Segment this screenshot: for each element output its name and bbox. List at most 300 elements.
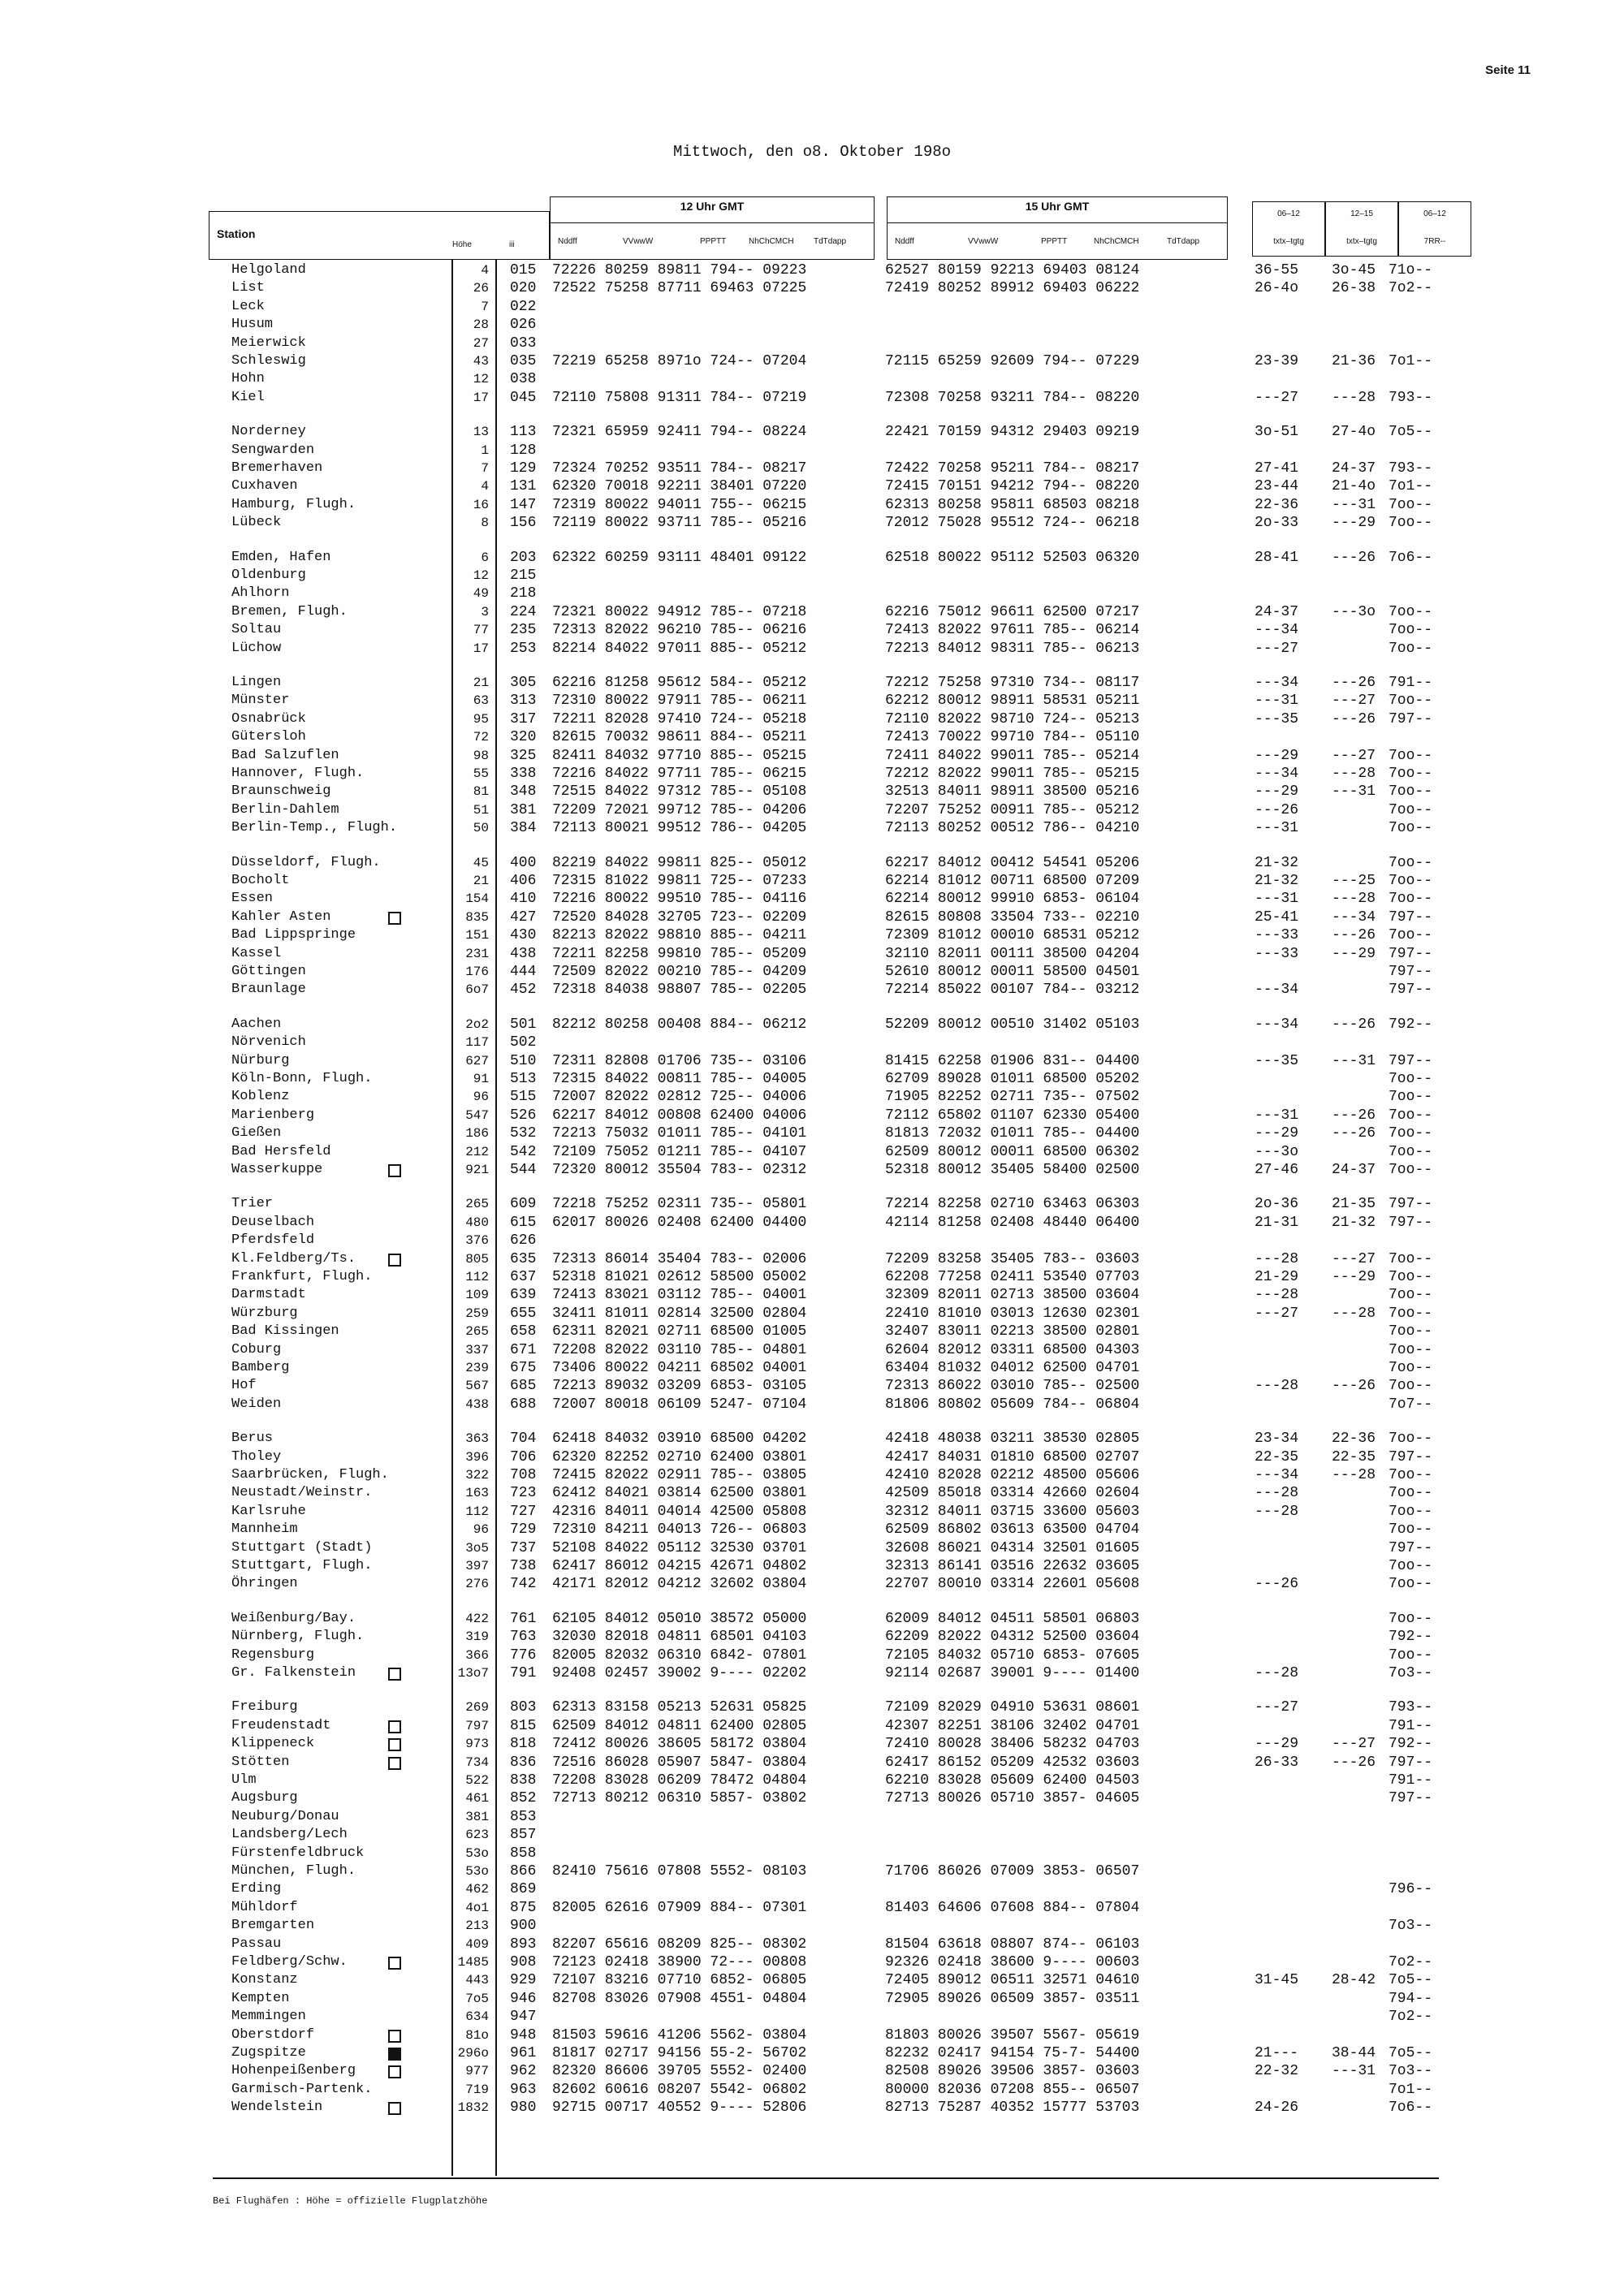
rr-value: 7oo-- [1389, 1089, 1433, 1106]
rr-value: 7oo-- [1389, 1305, 1433, 1322]
obs-12-gmt: 72315 84022 00811 785-- 04005 [552, 1071, 807, 1087]
station-index: 853 [510, 1808, 537, 1825]
station-height: 43 [473, 354, 489, 369]
rr-value: 792-- [1389, 1629, 1433, 1646]
obs-15-gmt: 72905 89026 06509 3857- 03511 [885, 1990, 1140, 2007]
station-height: 239 [465, 1361, 489, 1375]
obs-15-gmt: 72207 75252 00911 785-- 05212 [885, 801, 1140, 818]
obs-12-gmt: 82410 75616 07808 5552- 08103 [552, 1863, 807, 1880]
range-12-15-value: ---28 [1332, 766, 1376, 782]
rr-value: 7oo-- [1389, 1360, 1433, 1376]
station-height: 6o7 [465, 982, 489, 998]
table-row [0, 1396, 1624, 1413]
obs-15-gmt: 81806 80802 05609 784-- 06804 [885, 1396, 1140, 1413]
obs-15-gmt: 62509 86802 03613 63500 04704 [885, 1521, 1140, 1539]
table-row [0, 1557, 1624, 1575]
obs-12-gmt: 32411 81011 02814 32500 02804 [552, 1305, 807, 1322]
table-row [0, 1143, 1624, 1161]
station-index: 658 [510, 1323, 537, 1340]
range-12-15-value: ---29 [1332, 1269, 1376, 1285]
range-06-12-value: 21-32 [1255, 873, 1299, 889]
station-height: 186 [465, 1126, 489, 1142]
rr-value: 797-- [1389, 1052, 1433, 1069]
rr-value: 7oo-- [1389, 873, 1433, 889]
col12-nhch: NhChCMCH [749, 237, 794, 246]
table-row [0, 1034, 1624, 1051]
station-name: Konstanz [231, 1972, 298, 1988]
obs-15-gmt: 72411 84022 99011 785-- 05214 [885, 747, 1140, 764]
obs-12-gmt: 52318 81021 02612 58500 05002 [552, 1269, 807, 1285]
station-name: Gr. Falkenstein [231, 1665, 356, 1681]
obs-15-gmt: 72112 65802 01107 62330 05400 [885, 1107, 1140, 1124]
obs-15-gmt: 32407 83011 02213 38500 02801 [885, 1323, 1140, 1340]
station-index: 325 [510, 747, 537, 764]
rr-value: 7o1-- [1389, 478, 1433, 495]
obs-12-gmt: 72211 82258 99810 785-- 05209 [552, 945, 807, 962]
station-index: 671 [510, 1341, 537, 1358]
station-index: 963 [510, 2081, 537, 2098]
range-12-15-value: 21-36 [1332, 353, 1376, 369]
station-height: 805 [465, 1251, 489, 1267]
station-height: 7 [481, 461, 489, 476]
station-name: Braunschweig [231, 783, 331, 800]
station-index: 980 [510, 2100, 537, 2117]
station-index: 761 [510, 1610, 537, 1627]
table-row [0, 1503, 1624, 1521]
obs-12-gmt: 62412 84021 03814 62500 03801 [552, 1485, 807, 1502]
obs-15-gmt: 81403 64606 07608 884-- 07804 [885, 1899, 1140, 1916]
obs-15-gmt: 72109 82029 04910 53631 08601 [885, 1699, 1140, 1716]
table-row [0, 316, 1624, 334]
range-06-12-value: ---29 [1255, 783, 1299, 801]
station-height: 462 [465, 1882, 489, 1897]
station-name: Aachen [231, 1016, 282, 1032]
range-06-12-value: 23-44 [1255, 478, 1299, 495]
footnote: Bei Flughäfen : Höhe = offizielle Flugplatzhöhe [213, 2195, 488, 2207]
rr-value: 7oo-- [1389, 603, 1433, 620]
obs-15-gmt: 92326 02418 38600 9---- 00603 [885, 1954, 1140, 1970]
range-06-12-value: 24-37 [1255, 603, 1299, 620]
range-06-12-value: 21-31 [1255, 1214, 1299, 1231]
square-icon [388, 1957, 401, 1970]
obs-12-gmt: 72324 70252 93511 784-- 08217 [552, 460, 807, 477]
station-height: 396 [465, 1449, 489, 1465]
station-index: 738 [510, 1558, 537, 1574]
station-height: 381 [465, 1809, 489, 1824]
obs-12-gmt: 72209 72021 99712 785-- 04206 [552, 801, 807, 818]
station-height: 319 [465, 1629, 489, 1645]
station-index: 452 [510, 982, 537, 999]
station-height: 443 [465, 1973, 489, 1988]
station-height: 734 [465, 1754, 489, 1770]
rr-value: 797-- [1389, 945, 1433, 962]
station-index: 637 [510, 1269, 537, 1285]
station-index: 348 [510, 783, 537, 801]
station-name: Düsseldorf, Flugh. [231, 854, 381, 870]
table-row [0, 1250, 1624, 1268]
station-index: 215 [510, 568, 537, 584]
station-index: 045 [510, 389, 537, 406]
range-12-15-value: 24-37 [1332, 1162, 1376, 1178]
rr-value: 792-- [1389, 1016, 1433, 1033]
station-index: 427 [510, 908, 537, 926]
table-row [0, 908, 1624, 926]
header-gmt12: 12 Uhr GMT [680, 200, 745, 213]
obs-15-gmt: 22707 80010 03314 22601 05608 [885, 1576, 1140, 1593]
table-row [0, 621, 1624, 639]
range-06-12-value: ---28 [1255, 1503, 1299, 1520]
station-name: Augsburg [231, 1790, 298, 1806]
table-row [0, 1826, 1624, 1844]
station-name: Gießen [231, 1125, 282, 1142]
range-12-15-value: ---26 [1332, 549, 1376, 566]
range-12-15-value: ---26 [1332, 1125, 1376, 1142]
table-row [0, 1845, 1624, 1862]
obs-15-gmt: 62709 89028 01011 68500 05202 [885, 1071, 1140, 1087]
filled-square-icon [388, 2048, 401, 2061]
station-index: 038 [510, 371, 537, 388]
table-row [0, 854, 1624, 872]
obs-12-gmt: 72123 02418 38900 72--- 00808 [552, 1954, 807, 1970]
station-index: 737 [510, 1539, 537, 1556]
obs-15-gmt: 71706 86026 07009 3853- 06507 [885, 1863, 1140, 1880]
rr-value: 7oo-- [1389, 1071, 1433, 1087]
table-row [0, 423, 1624, 441]
obs-12-gmt: 82708 83026 07908 4551- 04804 [552, 1990, 807, 2007]
table-row [0, 2099, 1624, 2117]
station-name: Würzburg [231, 1305, 298, 1321]
table-row [0, 1698, 1624, 1716]
range-12-15-value: ---31 [1332, 783, 1376, 801]
rr-value: 7oo-- [1389, 1431, 1433, 1448]
rr-value: 7oo-- [1389, 1250, 1433, 1267]
station-name: Oldenburg [231, 568, 306, 583]
station-index: 400 [510, 854, 537, 871]
obs-15-gmt: 42417 84031 01810 68500 02707 [885, 1448, 1140, 1465]
obs-12-gmt: 81503 59616 41206 5562- 03804 [552, 2026, 807, 2044]
station-index: 704 [510, 1431, 537, 1448]
station-name: Regensburg [231, 1646, 315, 1663]
obs-15-gmt: 81803 80026 39507 5567- 05619 [885, 2026, 1140, 2044]
rr-value: 7oo-- [1389, 622, 1433, 639]
range-06-12-value: 2o-33 [1255, 515, 1299, 532]
station-height: 2o2 [465, 1016, 489, 1032]
range-06-12-value: ---33 [1255, 927, 1299, 944]
station-index: 615 [510, 1214, 537, 1231]
range-06-12-sub: txtx–tgtg [1273, 237, 1304, 246]
rr-value: 7o1-- [1389, 353, 1433, 369]
station-name: Cuxhaven [231, 478, 298, 494]
station-index: 948 [510, 2026, 537, 2044]
range-12-15-value: ---28 [1332, 1467, 1376, 1483]
range-06-12-value: 22-35 [1255, 1448, 1299, 1465]
table-row [0, 1971, 1624, 1989]
obs-12-gmt: 42171 82012 04212 32602 03804 [552, 1576, 807, 1593]
table-row [0, 1990, 1624, 2008]
obs-12-gmt: 92408 02457 39002 9---- 02202 [552, 1665, 807, 1681]
station-name: Nürburg [231, 1052, 290, 1068]
station-height: 21 [473, 675, 489, 690]
table-row [0, 1789, 1624, 1807]
station-height: 3o5 [465, 1540, 489, 1556]
station-name: Berlin-Dahlem [231, 801, 339, 818]
obs-12-gmt: 72219 65258 8971o 724-- 07204 [552, 353, 807, 369]
rr-value: 7oo-- [1389, 1269, 1433, 1285]
range-12-15-value: 3o-45 [1332, 262, 1376, 278]
station-name: Bad Salzuflen [231, 747, 339, 763]
range-06-12-value: 27-46 [1255, 1162, 1299, 1178]
range-12-15-value: 38-44 [1332, 2045, 1376, 2061]
rr-value: 797-- [1389, 1790, 1433, 1807]
station-name: Hannover, Flugh. [231, 766, 365, 781]
header-gmt15: 15 Uhr GMT [1025, 200, 1090, 213]
station-name: Ahlhorn [231, 585, 290, 602]
station-height: 835 [465, 909, 489, 925]
range-06-12-value: ---27 [1255, 1699, 1299, 1716]
station-index: 763 [510, 1629, 537, 1646]
range-12-15-value: 22-35 [1332, 1448, 1376, 1465]
obs-12-gmt: 72218 75252 02311 735-- 05801 [552, 1196, 807, 1213]
col15-nhch: NhChCMCH [1094, 237, 1139, 246]
station-height: 212 [465, 1144, 489, 1159]
station-index: 776 [510, 1646, 537, 1664]
rr-value: 7o3-- [1389, 2063, 1433, 2080]
station-height: 265 [465, 1324, 489, 1340]
station-name: Fürstenfeldbruck [231, 1845, 365, 1861]
obs-15-gmt: 72113 80252 00512 786-- 04210 [885, 820, 1140, 837]
table-row [0, 728, 1624, 746]
table-row [0, 442, 1624, 460]
station-height: 13 [473, 425, 489, 440]
obs-12-gmt: 81817 02717 94156 55-2- 56702 [552, 2045, 807, 2061]
station-name: München, Flugh. [231, 1863, 356, 1879]
rr-value: 791-- [1389, 1717, 1433, 1734]
station-name: Köln-Bonn, Flugh. [231, 1071, 373, 1086]
obs-15-gmt: 71905 82252 02711 735-- 07502 [885, 1089, 1140, 1106]
range-12-15-value: ---27 [1332, 693, 1376, 710]
range-12-15-value: ---34 [1332, 908, 1376, 926]
table-row [0, 389, 1624, 407]
station-index: 609 [510, 1196, 537, 1213]
header-station: Station [217, 227, 256, 240]
table-row [0, 460, 1624, 477]
table-row [0, 2026, 1624, 2044]
range-06-12-value: ---35 [1255, 1052, 1299, 1069]
range-12-15-value: ---27 [1332, 1250, 1376, 1267]
station-height: 53o [465, 1864, 489, 1879]
station-index: 626 [510, 1232, 537, 1249]
obs-15-gmt: 72415 70151 94212 794-- 08220 [885, 478, 1140, 495]
rr-value: 7o3-- [1389, 1918, 1433, 1935]
col12-nddff: Nddff [558, 237, 577, 246]
obs-12-gmt: 82411 84032 97710 885-- 05215 [552, 747, 807, 764]
obs-15-gmt: 42418 48038 03211 38530 02805 [885, 1431, 1140, 1448]
range-06-12-value: ---3o [1255, 1143, 1299, 1160]
station-name: Hof [231, 1378, 257, 1394]
obs-12-gmt: 82005 62616 07909 884-- 07301 [552, 1899, 807, 1916]
station-index: 430 [510, 927, 537, 944]
station-name: Meierwick [231, 334, 306, 351]
obs-15-gmt: 72105 84032 05710 6853- 07605 [885, 1646, 1140, 1664]
station-name: Bocholt [231, 873, 290, 888]
range-12-15-value: ---27 [1332, 747, 1376, 764]
obs-12-gmt: 82214 84022 97011 885-- 05212 [552, 640, 807, 657]
station-height: 109 [465, 1288, 489, 1303]
obs-15-gmt: 72110 82022 98710 724-- 05213 [885, 710, 1140, 727]
range-06-12-value: 22-32 [1255, 2063, 1299, 2080]
obs-15-gmt: 62210 83028 05609 62400 04503 [885, 1772, 1140, 1789]
range-06-12-value: ---29 [1255, 747, 1299, 764]
station-index: 203 [510, 549, 537, 566]
header-iii: iii [509, 240, 515, 249]
obs-15-gmt: 62214 80012 99910 6853- 06104 [885, 891, 1140, 908]
station-name: Berlin-Temp., Flugh. [231, 820, 398, 836]
station-index: 532 [510, 1125, 537, 1142]
rr-value: 71o-- [1389, 262, 1433, 278]
table-row [0, 514, 1624, 532]
station-height: 51 [473, 802, 489, 818]
obs-12-gmt: 72415 82022 02911 785-- 03805 [552, 1467, 807, 1483]
obs-12-gmt: 62217 84012 00808 62400 04006 [552, 1107, 807, 1124]
rr-value: 797-- [1389, 1196, 1433, 1213]
rr-value: 7oo-- [1389, 891, 1433, 908]
station-height: 269 [465, 1700, 489, 1716]
obs-12-gmt: 72313 86014 35404 783-- 02006 [552, 1250, 807, 1267]
station-index: 852 [510, 1790, 537, 1807]
rr-value: 7o5-- [1389, 424, 1433, 441]
table-bottom-rule [213, 2177, 1439, 2179]
station-name: Deuselbach [231, 1214, 315, 1230]
table-row [0, 1880, 1624, 1898]
station-name: Leck [231, 298, 265, 314]
range-06-12-value: ---34 [1255, 1467, 1299, 1483]
station-height: 8 [481, 516, 489, 531]
obs-12-gmt: 82320 86606 39705 5552- 02400 [552, 2063, 807, 2080]
table-row [0, 819, 1624, 837]
station-name: Bremen, Flugh. [231, 603, 348, 619]
station-height: 95 [473, 711, 489, 727]
obs-15-gmt: 42114 81258 02408 48440 06400 [885, 1214, 1140, 1231]
table-row [0, 1646, 1624, 1664]
station-name: Mühldorf [231, 1899, 298, 1915]
station-height: 53o [465, 1845, 489, 1861]
station-name: Hohenpeißenberg [231, 2063, 356, 2079]
table-row [0, 710, 1624, 728]
table-row [0, 1735, 1624, 1753]
obs-15-gmt: 62527 80159 92213 69403 08124 [885, 262, 1140, 278]
table-row [0, 1953, 1624, 1971]
range-12-15-value: ---26 [1332, 710, 1376, 727]
obs-12-gmt: 72213 75032 01011 785-- 04101 [552, 1125, 807, 1142]
rr-value: 793-- [1389, 460, 1433, 477]
station-name: Kahler Asten [231, 908, 331, 925]
station-height: 366 [465, 1647, 489, 1663]
table-row [0, 1628, 1624, 1646]
table-row [0, 1107, 1624, 1124]
table-row [0, 261, 1624, 279]
station-index: 235 [510, 622, 537, 639]
station-height: 28 [473, 317, 489, 333]
rr-value: 7o5-- [1389, 2045, 1433, 2061]
range-rr-sub: 7RR-- [1423, 237, 1446, 246]
station-name: Passau [231, 1936, 282, 1952]
station-height: 296o [457, 2046, 489, 2061]
table-row [0, 765, 1624, 783]
range-12-15-value: ---26 [1332, 927, 1376, 944]
obs-15-gmt: 72214 85022 00107 784-- 03212 [885, 982, 1140, 999]
obs-12-gmt: 72520 84028 32705 723-- 02209 [552, 908, 807, 926]
obs-15-gmt: 52209 80012 00510 31402 05103 [885, 1016, 1140, 1033]
obs-12-gmt: 72412 80026 38605 58172 03804 [552, 1736, 807, 1753]
station-height: 397 [465, 1559, 489, 1573]
obs-12-gmt: 72119 80022 93711 785-- 05216 [552, 515, 807, 532]
rr-value: 797-- [1389, 710, 1433, 727]
station-index: 513 [510, 1071, 537, 1087]
station-name: Neustadt/Weinstr. [231, 1485, 373, 1501]
table-row [0, 872, 1624, 890]
station-name: Helgoland [231, 262, 306, 278]
table-row [0, 1161, 1624, 1179]
station-name: Essen [231, 891, 274, 907]
station-index: 026 [510, 317, 537, 334]
square-icon [388, 1720, 401, 1733]
obs-12-gmt: 72318 84038 98807 785-- 02205 [552, 982, 807, 999]
table-row [0, 352, 1624, 370]
obs-15-gmt: 32513 84011 98911 38500 05216 [885, 783, 1140, 801]
rr-value: 797-- [1389, 964, 1433, 980]
table-row [0, 1610, 1624, 1628]
range-06-12-value: 25-41 [1255, 908, 1299, 926]
table-row [0, 1377, 1624, 1395]
station-name: Saarbrücken, Flugh. [231, 1467, 389, 1482]
rr-value: 7oo-- [1389, 496, 1433, 513]
range-06-12-value: 23-39 [1255, 353, 1299, 369]
station-height: 72 [473, 730, 489, 745]
rr-value: 7oo-- [1389, 1125, 1433, 1142]
range-12-15-value: ---26 [1332, 1378, 1376, 1395]
station-index: 305 [510, 675, 537, 691]
obs-12-gmt: 72211 82028 97410 724-- 05218 [552, 710, 807, 727]
range-12-15-value: ---28 [1332, 1305, 1376, 1322]
table-row [0, 1430, 1624, 1448]
station-height: 522 [465, 1773, 489, 1788]
station-height: 112 [465, 1504, 489, 1519]
obs-15-gmt: 32313 86141 03516 22632 03605 [885, 1558, 1140, 1574]
station-height: 26 [473, 281, 489, 296]
table-row [0, 747, 1624, 765]
rr-value: 7oo-- [1389, 1610, 1433, 1627]
station-index: 035 [510, 353, 537, 369]
station-height: 213 [465, 1918, 489, 1934]
obs-12-gmt: 82212 80258 00408 884-- 06212 [552, 1016, 807, 1033]
station-index: 742 [510, 1576, 537, 1593]
rr-value: 7oo-- [1389, 1107, 1433, 1124]
rr-value: 793-- [1389, 1699, 1433, 1716]
station-height: 480 [465, 1215, 489, 1230]
station-name: Koblenz [231, 1089, 290, 1105]
rr-value: 791-- [1389, 1772, 1433, 1789]
station-height: 409 [465, 1936, 489, 1952]
station-height: 96 [473, 1522, 489, 1538]
obs-15-gmt: 52610 80012 00011 58500 04501 [885, 964, 1140, 980]
station-height: 27 [473, 335, 489, 351]
rr-value: 797-- [1389, 1539, 1433, 1556]
station-name: Frankfurt, Flugh. [231, 1269, 373, 1284]
station-index: 815 [510, 1717, 537, 1734]
rr-value: 7o6-- [1389, 2100, 1433, 2117]
station-name: Pferdsfeld [231, 1232, 315, 1249]
station-index: 502 [510, 1034, 537, 1051]
